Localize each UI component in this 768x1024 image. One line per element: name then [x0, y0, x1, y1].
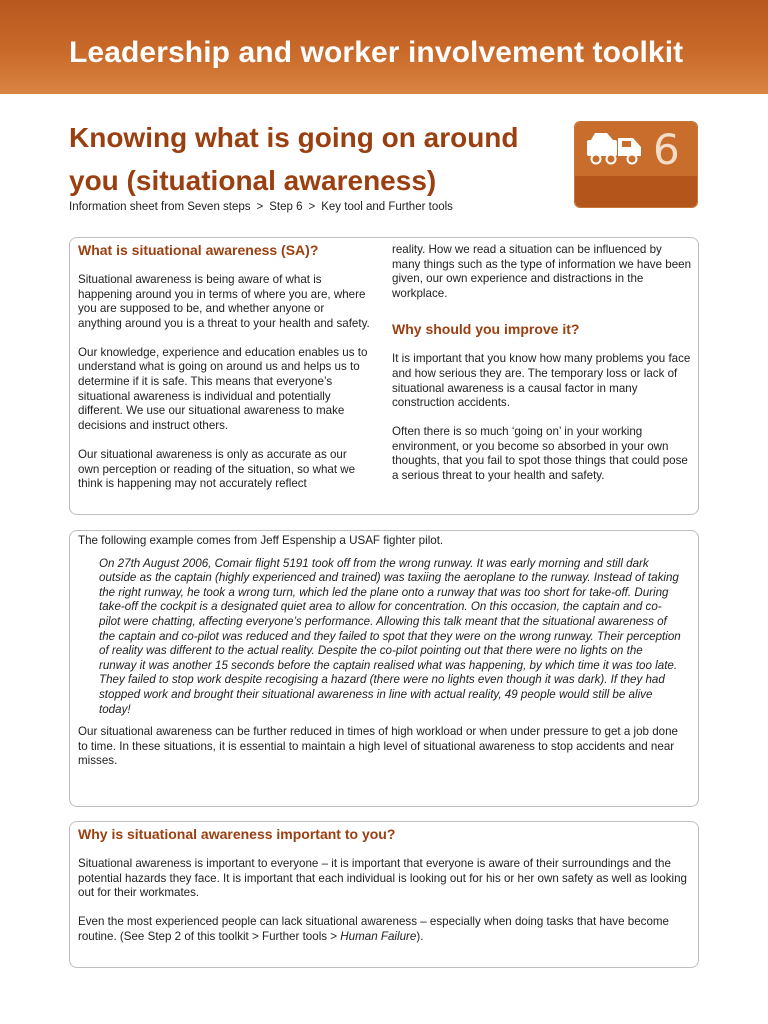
truck-icon — [585, 128, 645, 168]
breadcrumb-item-step[interactable]: Step 6 — [269, 201, 303, 213]
step-number: 6 — [653, 125, 680, 174]
paragraph-text: ). — [416, 929, 424, 943]
paragraph: It is important that you know how many problems you face and how serious they are. The temporary loss or lack of situational awareness is a causal factor in many construction accidents. — [392, 352, 691, 410]
paragraph: reality. How we read a situation can be influenced by many things such as the type of information we have been given, our own experience and distractions in the workplace. — [392, 243, 692, 300]
banner-title: Leadership and worker involvement toolkit — [69, 36, 684, 69]
paragraph — [78, 915, 690, 944]
example-conclusion: Our situational awareness can be further reduced in times of high workload or when under pressure to get a job done to time. In these situations, it is essential to maintain a high level of situational awareness to stop accidents and near misses. — [78, 725, 679, 768]
section3-content — [78, 826, 690, 959]
section-heading: Why is situational awareness important to you? — [78, 826, 396, 842]
example-box — [69, 530, 699, 807]
paragraph: Situational awareness is being aware of what is happening around you in terms of where you are, where you are supposed to be, and whether anyone or anything around you is a threat to your health and safety. — [78, 273, 370, 330]
section-heading: Why should you improve it? — [392, 321, 580, 338]
right-column — [392, 243, 692, 498]
page-title: Knowing what is going on around you (situational awareness) — [69, 122, 519, 196]
top-banner — [0, 0, 768, 94]
paragraph: Our knowledge, experience and education enables us to understand what is going on around us and helps us to determine if it is safe. This means that everyone’s situational awareness is individual and potentially different. We use our situational awareness to make decisions and instruct others. — [78, 345, 368, 432]
breadcrumb-item-tools[interactable]: Key tool and Further tools — [321, 201, 453, 213]
section-heading: What is situational awareness (SA)? — [78, 242, 319, 258]
example-quote: On 27th August 2006, Comair flight 5191 took off from the wrong runway. It was early morning and still dark outside as the captain (highly experienced and trained) was taxiing the aeroplane to the runway. Instead of taking the right runway, he took a wrong turn, which led the plane onto a runway that was too short for take-off. During take-off the cockpit is a designated quiet area to allow for concentration. On this occasion, the captain and co-pilot were chatting, affecting everyone’s performance. Allowing this talk meant that the situational awareness of the captain and co-pilot was reduced and they failed to spot that they were on the wrong runway. Their perception of reality was different to the actual reality. Despite the co-pilot pointing out that there were no lights on the runway it was another 15 seconds before the captain realised what was happening, by which time it was too late. They failed to stop work despite recogising a hazard (there were no lights even though it was dark). If they had stopped work and brought their situational awareness in line with actual reality, 49 people would still be alive today! — [99, 556, 681, 716]
example-content — [78, 534, 690, 783]
info-box-why-important — [69, 821, 699, 968]
paragraph: Our situational awareness is only as accurate as our own perception or reading of the situation, so what we think is happening may not accurately reflect — [78, 447, 356, 491]
left-column — [78, 242, 370, 506]
step-badge-bottom — [575, 176, 698, 208]
example-intro: The following example comes from Jeff Espenship a USAF fighter pilot. — [78, 534, 444, 547]
breadcrumb-separator: > — [308, 201, 316, 213]
breadcrumb — [69, 201, 453, 213]
info-box-what-is-sa — [69, 237, 699, 515]
paragraph: Often there is so much ‘going on’ in your working environment, or you become so absorbed in your own thoughts, that you fail to spot those things that could pose a serious threat to your health and safety. — [392, 425, 688, 483]
paragraph-text: Even the most experienced people can lack situational awareness – especially when doing tasks that have become routine. (See Step 2 of this toolkit > Further tools > — [78, 915, 669, 943]
step-badge — [574, 121, 698, 208]
breadcrumb-separator: > — [256, 201, 264, 213]
paragraph: Situational awareness is important to everyone – it is important that everyone is aware of their surroundings and the potential hazards they face. It is important that each individual is looking out for his or her own safety as well as looking out for their workmates. — [78, 857, 688, 900]
breadcrumb-prefix: Information sheet from Seven steps — [69, 201, 251, 213]
human-failure-link[interactable]: Human Failure — [340, 929, 417, 943]
